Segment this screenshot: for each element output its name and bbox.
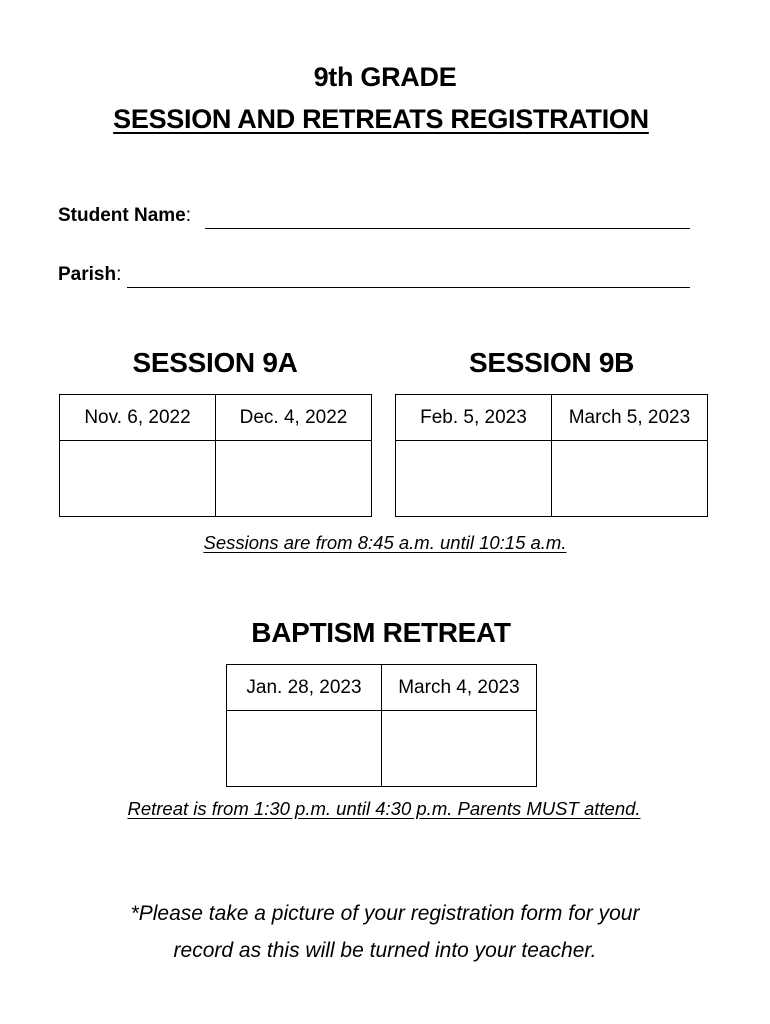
session-9b-title: SESSION 9B <box>468 347 635 378</box>
parish-field[interactable] <box>127 287 690 288</box>
page-subtitle: SESSION AND RETREATS REGISTRATION <box>113 104 649 134</box>
student-name-row <box>58 205 191 227</box>
baptism-retreat-checkbox-2[interactable] <box>381 711 536 787</box>
baptism-retreat-date-1: Jan. 28, 2023 <box>227 665 382 711</box>
session-9b-date-2: March 5, 2023 <box>551 395 707 441</box>
student-name-label: Student Name <box>58 205 186 226</box>
baptism-retreat-date-2: March 4, 2023 <box>381 665 536 711</box>
parish-row <box>58 264 121 286</box>
retreat-time-note: Retreat is from 1:30 p.m. until 4:30 p.m. Parents MUST attend. <box>127 798 641 819</box>
footer-line-2: record as this will be turned into your teacher. <box>173 939 597 962</box>
page-title: 9th GRADE <box>313 62 457 92</box>
parish-label: Parish <box>58 264 117 285</box>
session-9b-checkbox-2[interactable] <box>551 441 707 517</box>
footer-note <box>0 895 770 969</box>
student-name-field[interactable] <box>205 228 690 229</box>
baptism-retreat-table <box>226 664 537 787</box>
footer-line-1: *Please take a picture of your registration form for your <box>130 902 640 925</box>
student-name-colon: : <box>185 205 192 226</box>
session-9a-date-1: Nov. 6, 2022 <box>60 395 216 441</box>
session-9a-date-2: Dec. 4, 2022 <box>216 395 372 441</box>
session-9a-checkbox-1[interactable] <box>60 441 216 517</box>
sessions-time-note: Sessions are from 8:45 a.m. until 10:15 a.m. <box>203 532 567 553</box>
parish-colon: : <box>116 264 122 285</box>
session-9b-date-1: Feb. 5, 2023 <box>396 395 552 441</box>
session-9a-checkbox-2[interactable] <box>216 441 372 517</box>
session-9a-title: SESSION 9A <box>132 347 298 378</box>
session-9b-table <box>395 394 708 517</box>
session-9a-table <box>59 394 372 517</box>
baptism-retreat-checkbox-1[interactable] <box>227 711 382 787</box>
session-9b-checkbox-1[interactable] <box>396 441 552 517</box>
baptism-retreat-title: BAPTISM RETREAT <box>251 617 511 648</box>
